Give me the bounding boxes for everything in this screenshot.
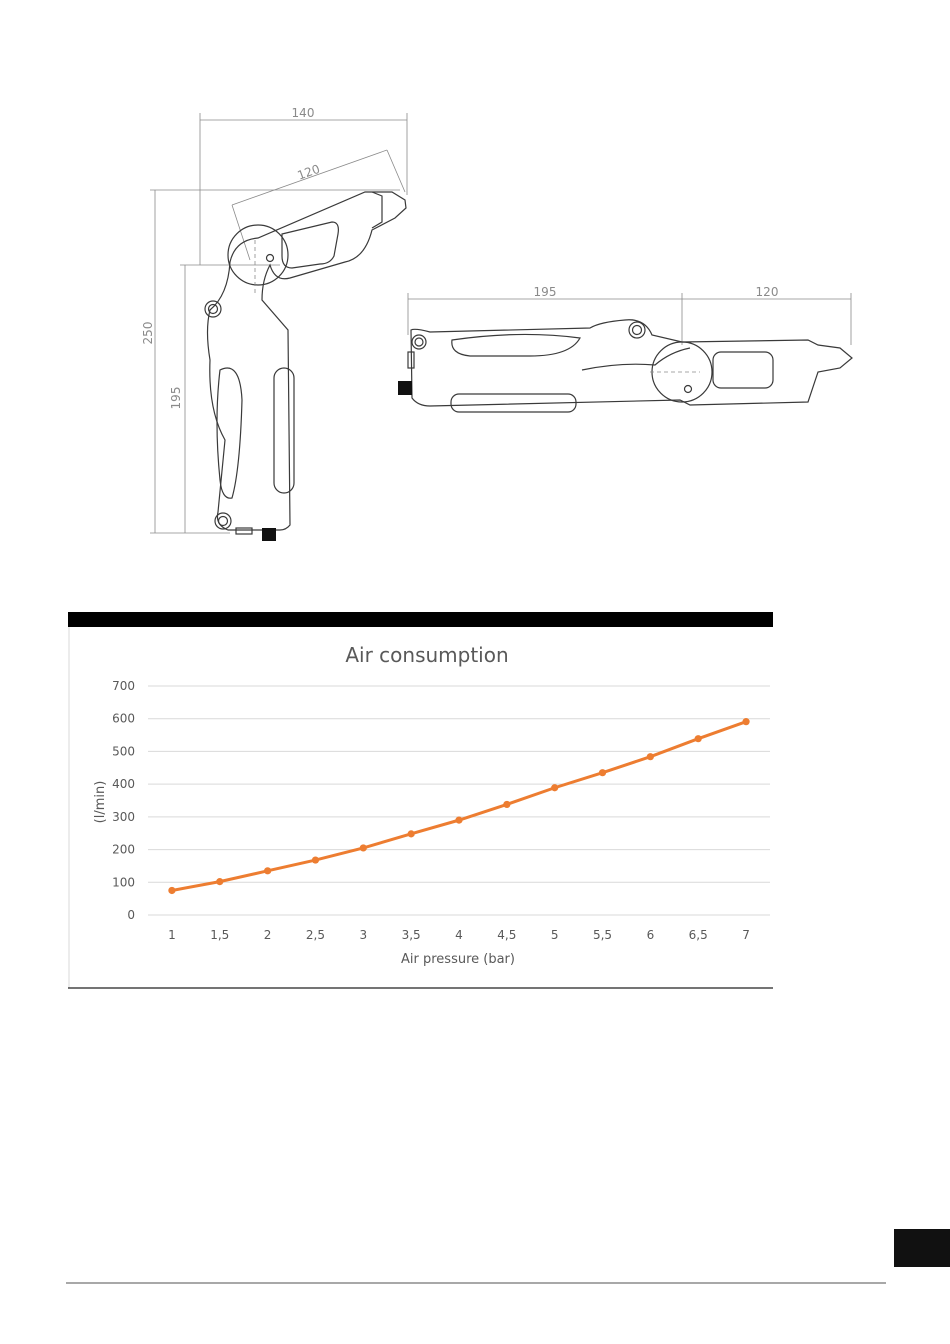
y-tick-label: 600 <box>112 711 135 726</box>
y-tick-labels <box>112 679 135 922</box>
x-tick-label: 1 <box>168 928 176 942</box>
data-point <box>695 735 702 742</box>
chart-title: Air consumption <box>345 643 509 667</box>
y-tick-label: 200 <box>112 842 135 857</box>
y-axis-label: (l/min) <box>93 780 108 824</box>
dim-140: 140 <box>291 106 315 120</box>
x-tick-label: 2 <box>263 928 272 942</box>
series-line <box>172 722 746 891</box>
dim-195-horizontal: 195 <box>533 285 557 299</box>
dim-195-vertical: 195 <box>169 386 183 410</box>
y-tick-label: 100 <box>112 875 135 890</box>
data-point <box>264 867 271 874</box>
straight-view-dimensions <box>408 285 851 345</box>
data-point <box>360 844 367 851</box>
y-tick-label: 400 <box>112 777 135 792</box>
x-tick-label: 6 <box>646 928 655 942</box>
page-corner-tab <box>894 1229 950 1267</box>
data-point <box>647 753 654 760</box>
air-consumption-chart <box>68 612 773 989</box>
tool-angled-view <box>205 192 406 541</box>
chart-series <box>168 718 749 894</box>
chart-header-bar <box>68 612 773 627</box>
x-tick-label: 4 <box>455 928 463 942</box>
data-point <box>216 878 223 885</box>
x-tick-label: 3,5 <box>401 928 421 942</box>
x-tick-label: 4,5 <box>497 928 517 942</box>
tool-straight-view <box>398 320 852 412</box>
y-tick-label: 700 <box>112 679 135 693</box>
x-tick-label: 7 <box>742 928 750 942</box>
chart-grid <box>148 686 770 915</box>
x-tick-label: 1,5 <box>210 928 230 942</box>
y-tick-label: 0 <box>127 908 135 922</box>
footer-rule <box>66 1282 886 1284</box>
data-point <box>408 830 415 837</box>
technical-drawing <box>0 0 950 600</box>
dim-120-horizontal: 120 <box>755 285 779 299</box>
data-point <box>742 718 749 725</box>
chart-svg <box>68 612 773 989</box>
data-point <box>168 887 175 894</box>
x-tick-label: 3 <box>359 928 368 942</box>
data-point <box>599 769 606 776</box>
data-point <box>551 784 558 791</box>
dim-120-angled: 120 <box>295 161 322 183</box>
y-tick-label: 300 <box>112 809 135 824</box>
x-axis-label: Air pressure (bar) <box>401 952 515 967</box>
x-tick-label: 6,5 <box>688 928 708 942</box>
x-tick-label: 5,5 <box>592 928 613 942</box>
data-point <box>503 801 510 808</box>
y-tick-label: 500 <box>112 744 135 759</box>
x-tick-label: 5 <box>550 928 559 942</box>
x-tick-label: 2,5 <box>305 928 326 942</box>
data-point <box>455 817 462 824</box>
data-point <box>312 856 319 863</box>
dim-250: 250 <box>141 321 155 345</box>
x-tick-labels <box>168 928 750 942</box>
